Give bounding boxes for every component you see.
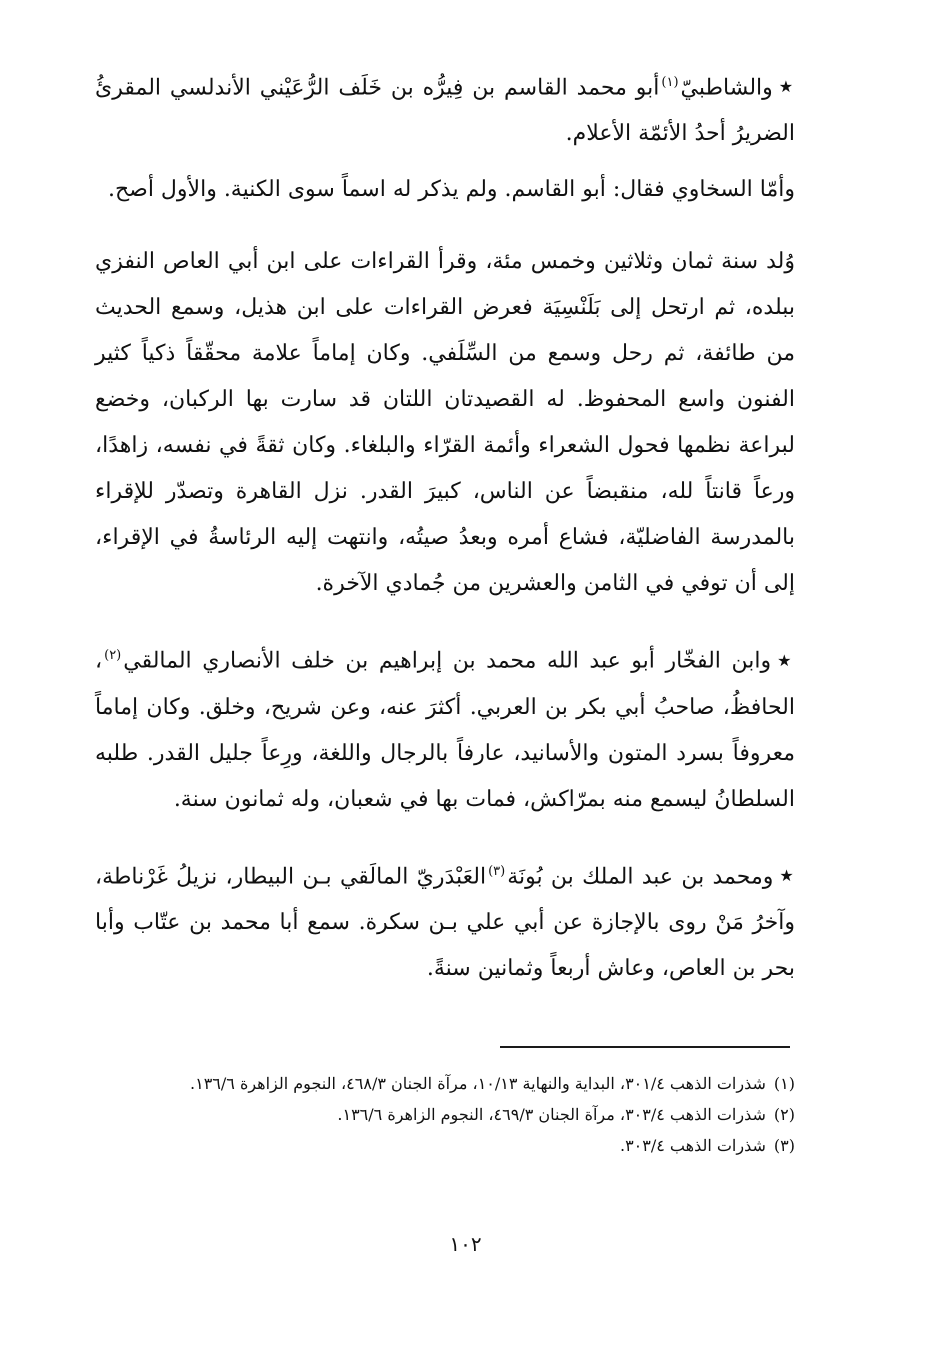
footnote-text: شذرات الذهب ٣٠٣/٤. [619,1136,766,1155]
footnote-text: شذرات الذهب ٣٠٣/٤، مرآة الجنان ٤٦٩/٣، النجوم الزاهرة ١٣٦/٦. [337,1105,766,1124]
star-icon: ★ [777,650,795,670]
main-text [95,60,795,992]
footnote-number: (٣) [773,1136,795,1155]
footnote-ref[interactable]: (٢) [104,648,122,664]
entry-body: ، الحافظُ، صاحبُ أبي بكر بن العربي. أكثرَ عنه، وعن شريح، وخلق. وكان إماماً معروفاً بسرد المتون والأسانيد، عارفاً بالرجال واللغة، ورِعاً جليل القدر. طلبه السلطانُ ليسمع منه بمرّاكش، فمات بها في شعبان، وله ثمانون سنة. [95,648,795,812]
paragraph-sakhawi: وأمّا السخاوي فقال: أبو القاسم. ولم يذكر له اسماً سوى الكنية. والأول أصح. [107,177,795,203]
footnote-divider [500,1046,790,1048]
star-icon: ★ [778,77,796,97]
entry-ibn-al-fakhkhar [95,633,795,822]
entry-ibn-buna [95,849,795,992]
footnote-number: (١) [773,1074,795,1093]
footnote-text: شذرات الذهب ٣٠١/٤، البداية والنهاية ١٠/١٣، مرآة الجنان ٤٦٨/٣، النجوم الزاهرة ١٣٦/٦. [190,1074,766,1093]
footnote-item [95,1099,795,1130]
paragraph-biography: وُلد سنة ثمان وثلاثين وخمس مئة، وقرأ القراءات على ابن أبي العاص النفزي ببلده، ثم ارتحل إلى بَلَنْسِيَة فعرض القراءات على ابن هذيل، وسمع الحديث من طائفة، ثم رحل وسمع من السِّلَفي. وكان إماماً علامة محقّقاً ذكياً كثير الفنون واسع المحفوظ. له القصيدتان اللتان قد سارت بها الركبان، وخضع لبراعة نظمها فحول الشعراء وأئمة القرّاء والبلغاء. وكان ثقةً في نفسه، زاهدًا، ورعاً قانتاً لله، منقبضاً عن الناس، كبيرَ القدر. نزل القاهرة وتصدّر للإقراء بالمدرسة الفاضليّة، فشاع أمره وبعدُ صيتُه، وانتهت إليه الرئاسةُ في الإقراء، إلى أن توفي في الثامن والعشرين من جُمادي الآخرة. [95,249,795,597]
footnote-number: (٢) [773,1105,795,1124]
entry-body: أبو محمد القاسم بن فِيرُّه بن خَلَف الرُّعَيْني الأندلسي المقرئُ الضريرُ أحدُ الأئمّة الأعلام. [95,75,795,147]
footnotes [95,1068,795,1161]
entry-body: العَبْدَريّ المالَقي بـن البيطار، نزيلُ غَرْناطة، وآخرُ مَنْ روى بالإجازة عن أبي علي بـن سكرة. سمع أبا محمد بن عتّاب وأبا بحر بن العاص، وعاش أربعاً وثمانين سنةً. [95,863,795,981]
entry-lead: وابن الفخّار أبو عبد الله محمد بن إبراهيم بن خلف الأنصاري المالقي [123,648,772,674]
entry-lead: ومحمد بن عبد الملك بن بُونَة [507,863,774,889]
star-icon: ★ [779,865,795,885]
page-number: ١٠٢ [449,1232,482,1256]
entry-al-shatibi [95,60,795,157]
footnote-ref[interactable]: (١) [661,75,679,90]
footnote-item [95,1130,795,1161]
footnote-ref[interactable]: (٣) [488,863,506,879]
entry-lead: والشاطبيّ [680,75,773,101]
footnote-item [95,1068,795,1099]
